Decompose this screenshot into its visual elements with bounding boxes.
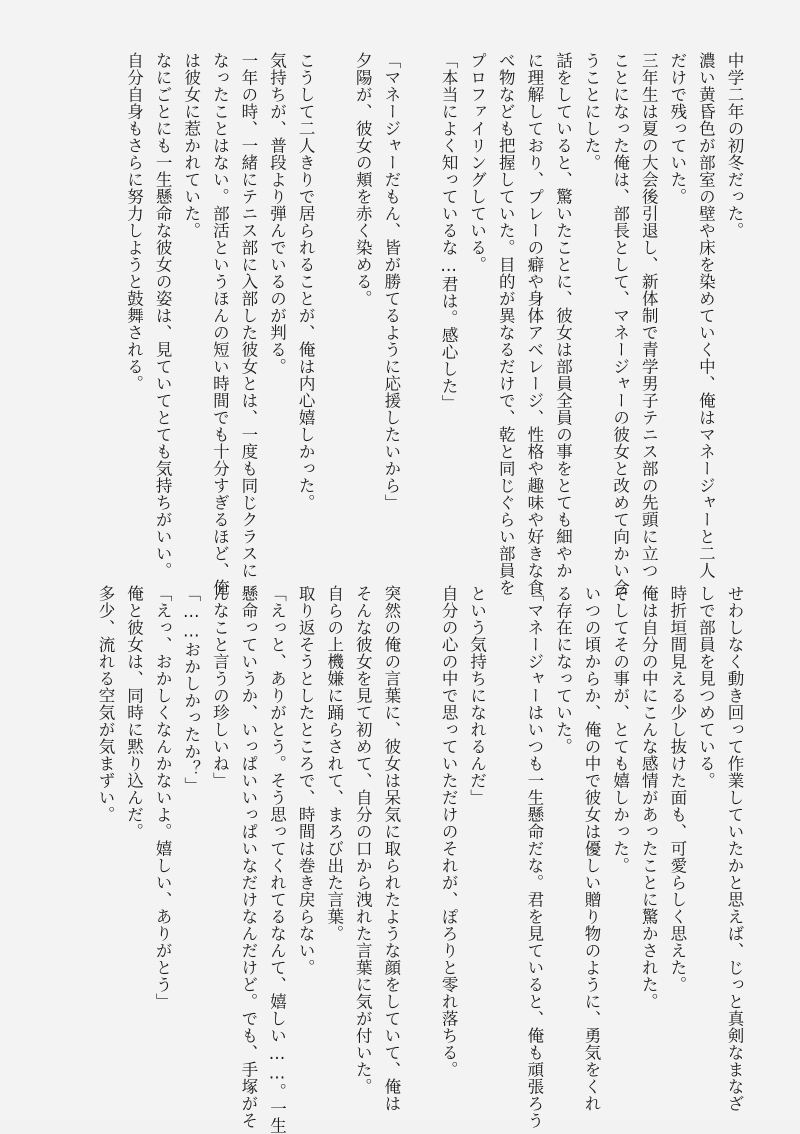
text-line: 突然の俺の言葉に、彼女は呆気に取られたような顔をしていて、俺は: [381, 585, 401, 1112]
text-line: 懸命っていうか、いっぱいいっぱいなだけなんだけど。でも、手塚がそ: [238, 585, 258, 1129]
text-line: 俺と彼女は、同時に黙り込んだ。: [124, 585, 144, 840]
text-line: なにごとにも一生懸命な彼女の姿は、見ていてとても気持ちがいい。: [153, 52, 173, 579]
text-line: 「マネージャーはいつも一生懸命だな。君を見ていると、俺も頑張ろう: [524, 585, 544, 1129]
text-line: 濃い黄昏色が部室の壁や床を染めていく中、俺はマネージャーと二人: [696, 52, 716, 579]
text-line: 中学二年の初冬だった。: [725, 52, 744, 239]
text-line: 三年生は夏の大会後引退し、新体制で青学男子テニス部の先頭に立つ: [639, 52, 659, 579]
text-line: 自らの上機嫌に踊らされて、まろび出た言葉。: [324, 585, 344, 942]
text-line: 自分自身もさらに努力しようと鼓舞される。: [124, 52, 144, 392]
lower-text-block: [90, 585, 748, 1134]
text-line: そんな彼女を見て初めて、自分の口から洩れた言葉に気が付いた。: [353, 585, 373, 1095]
text-line: という気持ちになれるんだ」: [467, 585, 487, 806]
text-line: 「本当によく知っているな…君は。感心した」: [439, 52, 459, 412]
text-line: 自分の心の中で思っていただけのそれが、ぽろりと零れ落ちる。: [439, 585, 459, 1078]
text-line: そしてその事が、とても嬉しかった。: [610, 585, 630, 874]
text-line: 気持ちが、普段より弾んでいるのが判る。: [267, 52, 287, 375]
text-line: 話をしていると、驚いたことに、彼女は部員全員の事をとても細やか: [553, 52, 573, 579]
text-line: せわしなく動き回って作業していたかと思えば、じっと真剣なまなざ: [725, 585, 744, 1112]
text-line: こうして二人きりで居られることが、俺は内心嬉しかった。: [296, 52, 316, 511]
text-line: は彼女に惹かれていた。: [181, 52, 201, 239]
text-line: うことにした。: [582, 52, 602, 171]
text-line: 一年の時、一緒にテニス部に入部した彼女とは、一度も同じクラスに: [238, 52, 258, 579]
text-line: 「えっと、ありがとう。そう思ってくれてるなんて、嬉しい……。一生: [267, 585, 287, 1134]
text-line: 時折垣間見える少し抜けた面も、可愛らしく思えた。: [667, 585, 687, 993]
upper-text-block: [119, 52, 748, 596]
text-line: いつの頃からか、俺の中で彼女は優しい贈り物のように、勇気をくれ: [582, 585, 602, 1112]
text-line: 多少、流れる空気が気まずい。: [95, 585, 115, 823]
text-line: 俺は自分の中にこんな感情があったことに驚かされた。: [639, 585, 659, 1010]
text-line: なったことはない。部活というほんの短い時間でも十分すぎるほど、俺: [210, 52, 230, 596]
text-line: に理解しており、プレーの癖や身体アベレージ、性格や趣味や好きな食: [524, 52, 544, 596]
text-line: る存在になっていた。: [553, 585, 573, 755]
text-line: んなこと言うの珍しいね」: [210, 585, 230, 789]
text-line: だけで残っていた。: [667, 52, 687, 205]
text-line: 「マネージャーだもん、皆が勝てるように応援したいから」: [381, 52, 401, 511]
text-line: ことになった俺は、部長として、マネージャーの彼女と改めて向かい合: [610, 52, 630, 596]
text-line: べ物なども把握していた。目的が異なるだけで、乾と同じぐらい部員を: [496, 52, 516, 596]
text-line: 「えっ、おかしくなんかないよ。嬉しい、ありがとう」: [153, 585, 173, 1010]
text-line: 「……おかしかったか？」: [181, 585, 201, 794]
text-line: 取り返そうとしたところで、時間は巻き戻らない。: [296, 585, 316, 976]
text-line: 夕陽が、彼女の頬を赤く染める。: [353, 52, 373, 307]
text-line: しで部員を見つめている。: [696, 585, 716, 789]
text-line: プロファイリングしている。: [467, 52, 487, 273]
